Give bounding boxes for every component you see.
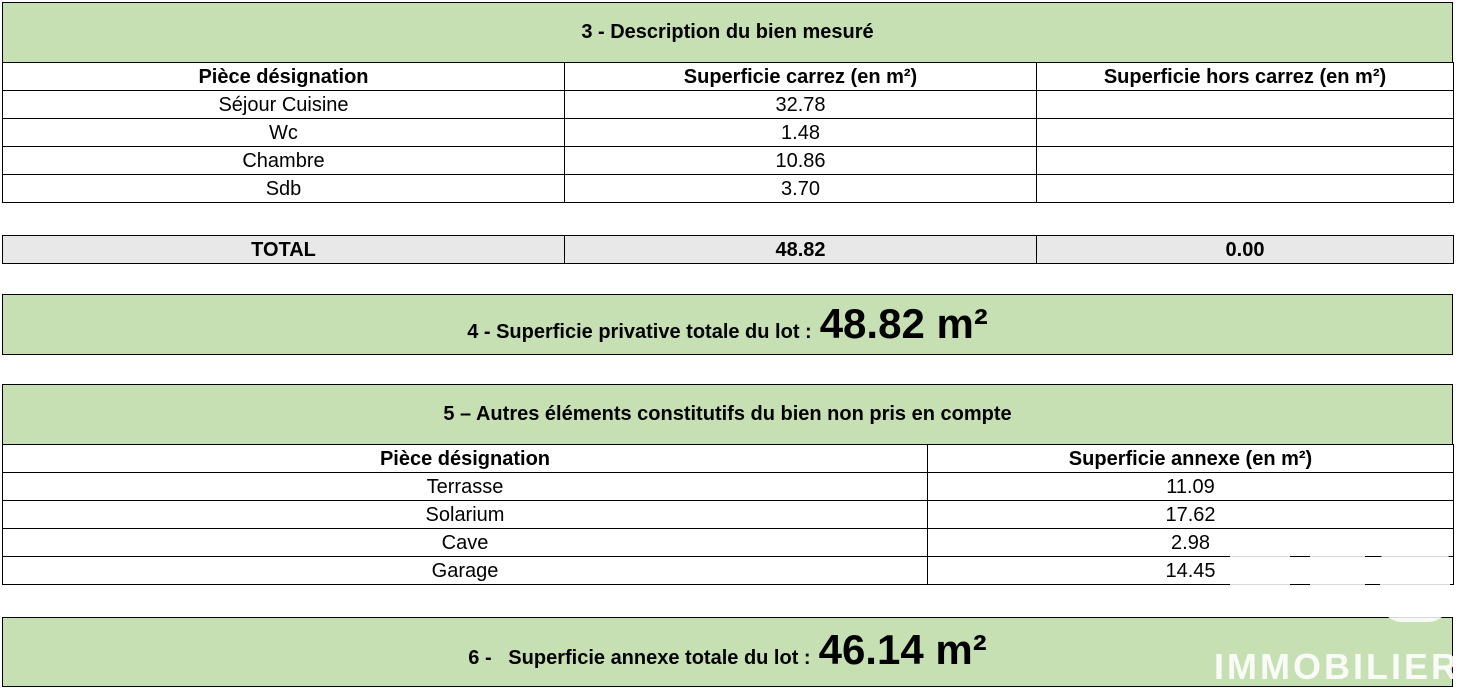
section4-label: 4 - Superficie privative totale du lot : bbox=[467, 321, 812, 343]
table-row bbox=[3, 119, 1454, 147]
col-header-room: Pièce désignation bbox=[3, 63, 565, 91]
table-row bbox=[3, 147, 1454, 175]
room-hors-carrez bbox=[1037, 119, 1454, 147]
table-row bbox=[3, 473, 1454, 501]
room-name: Solarium bbox=[3, 501, 928, 529]
room-hors-carrez bbox=[1037, 91, 1454, 119]
table-row bbox=[3, 91, 1454, 119]
room-name: Sdb bbox=[3, 175, 565, 203]
section4-summary bbox=[2, 294, 1453, 355]
col-header-carrez: Superficie carrez (en m²) bbox=[565, 63, 1037, 91]
room-hors-carrez bbox=[1037, 175, 1454, 203]
col-header-annexe: Superficie annexe (en m²) bbox=[928, 445, 1454, 473]
section5-header bbox=[2, 384, 1453, 445]
room-annexe: 11.09 bbox=[928, 473, 1454, 501]
room-carrez: 10.86 bbox=[565, 147, 1037, 175]
total-table bbox=[2, 235, 1454, 264]
room-name: Wc bbox=[3, 119, 565, 147]
col-header-hors-carrez: Superficie hors carrez (en m²) bbox=[1037, 63, 1454, 91]
total-hors-carrez: 0.00 bbox=[1037, 236, 1454, 264]
section3-header bbox=[2, 2, 1453, 63]
total-carrez: 48.82 bbox=[565, 236, 1037, 264]
col-header-room: Pièce désignation bbox=[3, 445, 928, 473]
table-header-row bbox=[3, 445, 1454, 473]
room-annexe: 14.45 bbox=[928, 557, 1454, 585]
room-name: Cave bbox=[3, 529, 928, 557]
room-annexe: 17.62 bbox=[928, 501, 1454, 529]
room-name: Chambre bbox=[3, 147, 565, 175]
total-row bbox=[3, 236, 1454, 264]
room-annexe: 2.98 bbox=[928, 529, 1454, 557]
table-header-row bbox=[3, 63, 1454, 91]
section3-title: 3 - Description du bien mesuré bbox=[581, 21, 874, 43]
watermark-text: IMMOBILIER bbox=[1214, 646, 1460, 687]
room-name: Garage bbox=[3, 557, 928, 585]
room-carrez: 1.48 bbox=[565, 119, 1037, 147]
section6-label: 6 - Superficie annexe totale du lot : bbox=[468, 647, 811, 669]
total-label: TOTAL bbox=[3, 236, 565, 264]
room-name: Terrasse bbox=[3, 473, 928, 501]
room-name: Séjour Cuisine bbox=[3, 91, 565, 119]
section4-value: 48.82 m² bbox=[819, 300, 988, 347]
room-hors-carrez bbox=[1037, 147, 1454, 175]
room-carrez: 32.78 bbox=[565, 91, 1037, 119]
measured-rooms-table bbox=[2, 62, 1454, 203]
room-carrez: 3.70 bbox=[565, 175, 1037, 203]
table-row bbox=[3, 175, 1454, 203]
section6-value: 46.14 m² bbox=[818, 626, 987, 673]
section5-title: 5 – Autres éléments constitutifs du bien non pris en compte bbox=[443, 403, 1012, 425]
